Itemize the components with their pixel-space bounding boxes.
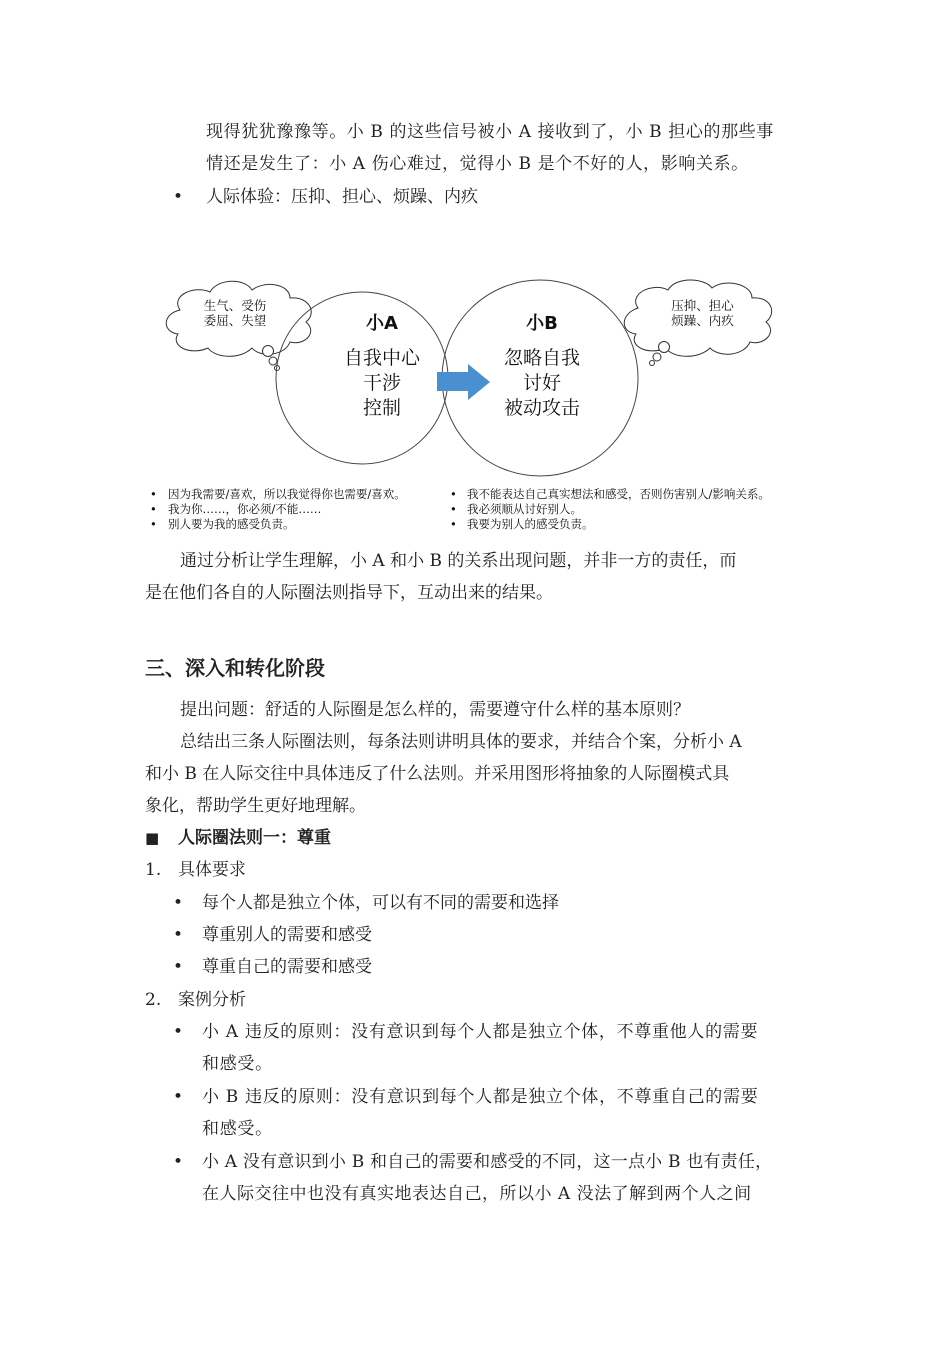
- case-line: 在人际交往中也没有真实地表达自己，所以小 A 没法了解到两个人之间: [202, 1184, 752, 1204]
- bullet-marker: •: [173, 187, 184, 207]
- circle-a-line: 干涉: [362, 372, 401, 394]
- cloud-right-line: 压抑、担心: [671, 298, 734, 313]
- note-left-item: 别人要为我的感受负责。: [168, 517, 295, 531]
- cloud-left-line: 生气、受伤: [203, 298, 267, 313]
- note-right-item: 我不能表达自己真实想法和感受，否则伤害别人/影响关系。: [467, 487, 770, 501]
- bullet-marker: •: [173, 1087, 184, 1107]
- note-right-item: 我必须顺从讨好别人。: [467, 502, 582, 516]
- requirement-item: 尊重自己的需要和感受: [202, 957, 372, 977]
- paragraph-line: 象化，帮助学生更好地理解。: [145, 796, 366, 816]
- note-left-item: 我为你……，你必须/不能……: [168, 502, 322, 516]
- paragraph-line: 总结出三条人际圈法则，每条法则讲明具体的要求，并结合个案，分析小 A: [180, 732, 742, 752]
- rule-heading: 人际圈法则一：尊重: [178, 828, 331, 848]
- cloud-left-line: 委屈、失望: [203, 313, 267, 328]
- list-number: 1.: [145, 860, 162, 880]
- list-label: 具体要求: [178, 860, 246, 880]
- paragraph-line: 情还是发生了：小 A 伤心难过，觉得小 B 是个不好的人，影响关系。: [206, 154, 749, 174]
- circle-b-content: [482, 312, 602, 421]
- bullet-marker: •: [173, 1022, 184, 1042]
- note-left-item: 因为我需要/喜欢，所以我觉得你也需要/喜欢。: [168, 487, 406, 501]
- circle-b-line: 忽略自我: [503, 347, 580, 369]
- section-heading: 三、深入和转化阶段: [145, 656, 325, 680]
- case-line: 和感受。: [202, 1054, 273, 1074]
- cloud-right-line: 烦躁、内疚: [671, 313, 734, 328]
- circle-b-title: 小B: [526, 313, 558, 334]
- paragraph-line: 现得犹犹豫豫等。小 B 的这些信号被小 A 接收到了，小 B 担心的那些事: [206, 122, 774, 142]
- bullet-marker: •: [173, 925, 184, 945]
- cloud-right-text: [645, 298, 760, 328]
- circle-a-content: [322, 312, 442, 421]
- note-bullet: •: [450, 517, 457, 531]
- note-bullet: •: [150, 487, 157, 501]
- circle-b-line: 讨好: [522, 372, 561, 394]
- list-label: 案例分析: [178, 990, 246, 1010]
- note-bullet: •: [150, 502, 157, 516]
- list-number: 2.: [145, 990, 162, 1010]
- note-bullet: •: [150, 517, 157, 531]
- bullet-text: 人际体验：压抑、担心、烦躁、内疚: [206, 187, 478, 207]
- requirement-item: 每个人都是独立个体，可以有不同的需要和选择: [202, 893, 559, 913]
- paragraph-line: 是在他们各自的人际圈法则指导下，互动出来的结果。: [145, 583, 553, 603]
- case-line: 小 A 违反的原则：没有意识到每个人都是独立个体，不尊重他人的需要: [202, 1022, 759, 1042]
- circle-b-line: 被动攻击: [503, 397, 580, 419]
- relationship-diagram: [140, 270, 800, 540]
- circle-a-line: 控制: [362, 397, 401, 419]
- case-line: 小 A 没有意识到小 B 和自己的需要和感受的不同，这一点小 B 也有责任，: [202, 1152, 773, 1172]
- bullet-marker: •: [173, 1152, 184, 1172]
- circle-a-line: 自我中心: [343, 347, 420, 369]
- square-bullet-icon: ■: [145, 829, 160, 847]
- paragraph-line: 提出问题：舒适的人际圈是怎么样的，需要遵守什么样的基本原则？: [180, 700, 690, 720]
- cloud-left-text: [180, 298, 290, 328]
- circle-a-title: 小A: [366, 313, 398, 334]
- paragraph-line: 和小 B 在人际交往中具体违反了什么法则。并采用图形将抽象的人际圈模式具: [145, 764, 730, 784]
- note-bullet: •: [450, 502, 457, 516]
- requirement-item: 尊重别人的需要和感受: [202, 925, 372, 945]
- bullet-marker: •: [173, 893, 184, 913]
- case-line: 小 B 违反的原则：没有意识到每个人都是独立个体，不尊重自己的需要: [202, 1087, 759, 1107]
- note-right-item: 我要为别人的感受负责。: [467, 517, 594, 531]
- note-bullet: •: [450, 487, 457, 501]
- case-line: 和感受。: [202, 1119, 273, 1139]
- paragraph-line: 通过分析让学生理解，小 A 和小 B 的关系出现问题，并非一方的责任，而: [180, 551, 737, 571]
- bullet-marker: •: [173, 957, 184, 977]
